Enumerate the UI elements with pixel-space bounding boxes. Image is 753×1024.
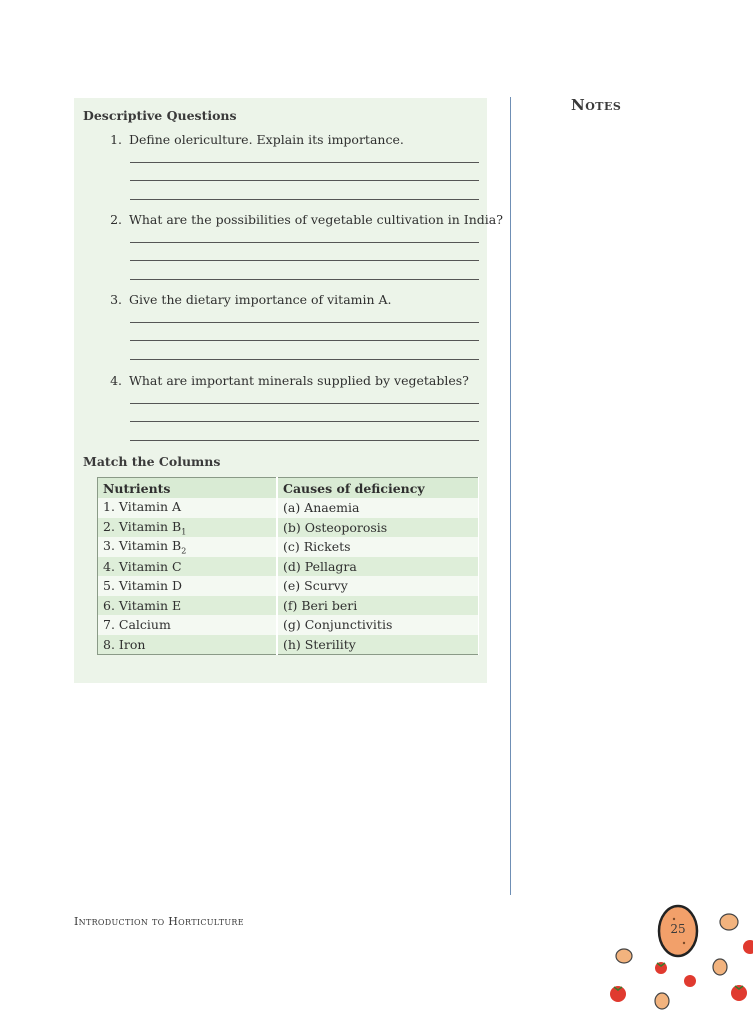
potato-icon <box>713 959 727 975</box>
answer-line <box>130 260 479 261</box>
descriptive-questions-title: Descriptive Questions <box>83 108 237 123</box>
cause-cell: (a) Anaemia <box>277 498 479 518</box>
cause-cell: (c) Rickets <box>277 537 479 557</box>
answer-line <box>130 279 479 280</box>
tomato-icon <box>655 962 667 974</box>
answer-line <box>130 359 479 360</box>
table-row <box>98 498 479 518</box>
nutrient-cell: 4. Vitamin C <box>98 557 278 577</box>
cause-cell: (g) Conjunctivitis <box>277 615 479 635</box>
nutrient-cell: 7. Calcium <box>98 615 278 635</box>
answer-line <box>130 421 479 422</box>
question-number: 4. <box>110 373 122 388</box>
potato-icon <box>616 949 632 963</box>
question-text: Give the dietary importance of vitamin A. <box>129 292 392 307</box>
answer-line <box>130 162 479 163</box>
table-row <box>98 596 479 616</box>
question-text: What are important minerals supplied by vegetables? <box>129 373 469 388</box>
cause-cell: (d) Pellagra <box>277 557 479 577</box>
column-header-nutrients: Nutrients <box>98 478 278 499</box>
table-row <box>98 635 479 655</box>
column-header-causes: Causes of deficiency <box>277 478 479 499</box>
tomato-icon <box>610 986 626 1002</box>
table-row <box>98 557 479 577</box>
nutrient-cell: 2. Vitamin $B_1$ <box>98 518 278 538</box>
table-row <box>98 537 479 557</box>
nutrient-cell: 8. Iron <box>98 635 278 655</box>
vegetable-illustration <box>600 895 753 1024</box>
question-text: Define olericulture. Explain its importance. <box>129 132 404 147</box>
tomato-icon <box>684 975 696 987</box>
table-row <box>98 615 479 635</box>
tomato-icon <box>731 985 747 1001</box>
answer-line <box>130 440 479 441</box>
answer-line <box>130 199 479 200</box>
nutrient-cell: 6. Vitamin E <box>98 596 278 616</box>
nutrient-cell: 5. Vitamin D <box>98 576 278 596</box>
notes-heading: Notes <box>571 96 622 114</box>
question-number: 1. <box>110 132 122 147</box>
potato-icon <box>720 914 738 930</box>
nutrient-cell: 3. Vitamin $B_2$ <box>98 537 278 557</box>
answer-line <box>130 340 479 341</box>
potato-icon <box>655 993 669 1009</box>
match-table <box>97 477 479 655</box>
question-number: 2. <box>110 212 122 227</box>
nutrient-cell: 1. Vitamin A <box>98 498 278 518</box>
cause-cell: (h) Sterility <box>277 635 479 655</box>
answer-line <box>130 180 479 181</box>
cause-cell: (f) Beri beri <box>277 596 479 616</box>
answer-line <box>130 242 479 243</box>
table-header-row <box>98 478 479 499</box>
page-number: 25 <box>670 922 686 936</box>
question-text: What are the possibilities of vegetable cultivation in India? <box>129 212 503 227</box>
cause-cell: (e) Scurvy <box>277 576 479 596</box>
match-columns-title: Match the Columns <box>83 454 221 469</box>
column-divider <box>510 97 511 895</box>
table-row <box>98 518 479 538</box>
table-row <box>98 576 479 596</box>
footer-book-title: Introduction to Horticulture <box>74 915 244 928</box>
answer-line <box>130 322 479 323</box>
answer-line <box>130 403 479 404</box>
tomato-icon <box>743 940 753 954</box>
question-number: 3. <box>110 292 122 307</box>
cause-cell: (b) Osteoporosis <box>277 518 479 538</box>
